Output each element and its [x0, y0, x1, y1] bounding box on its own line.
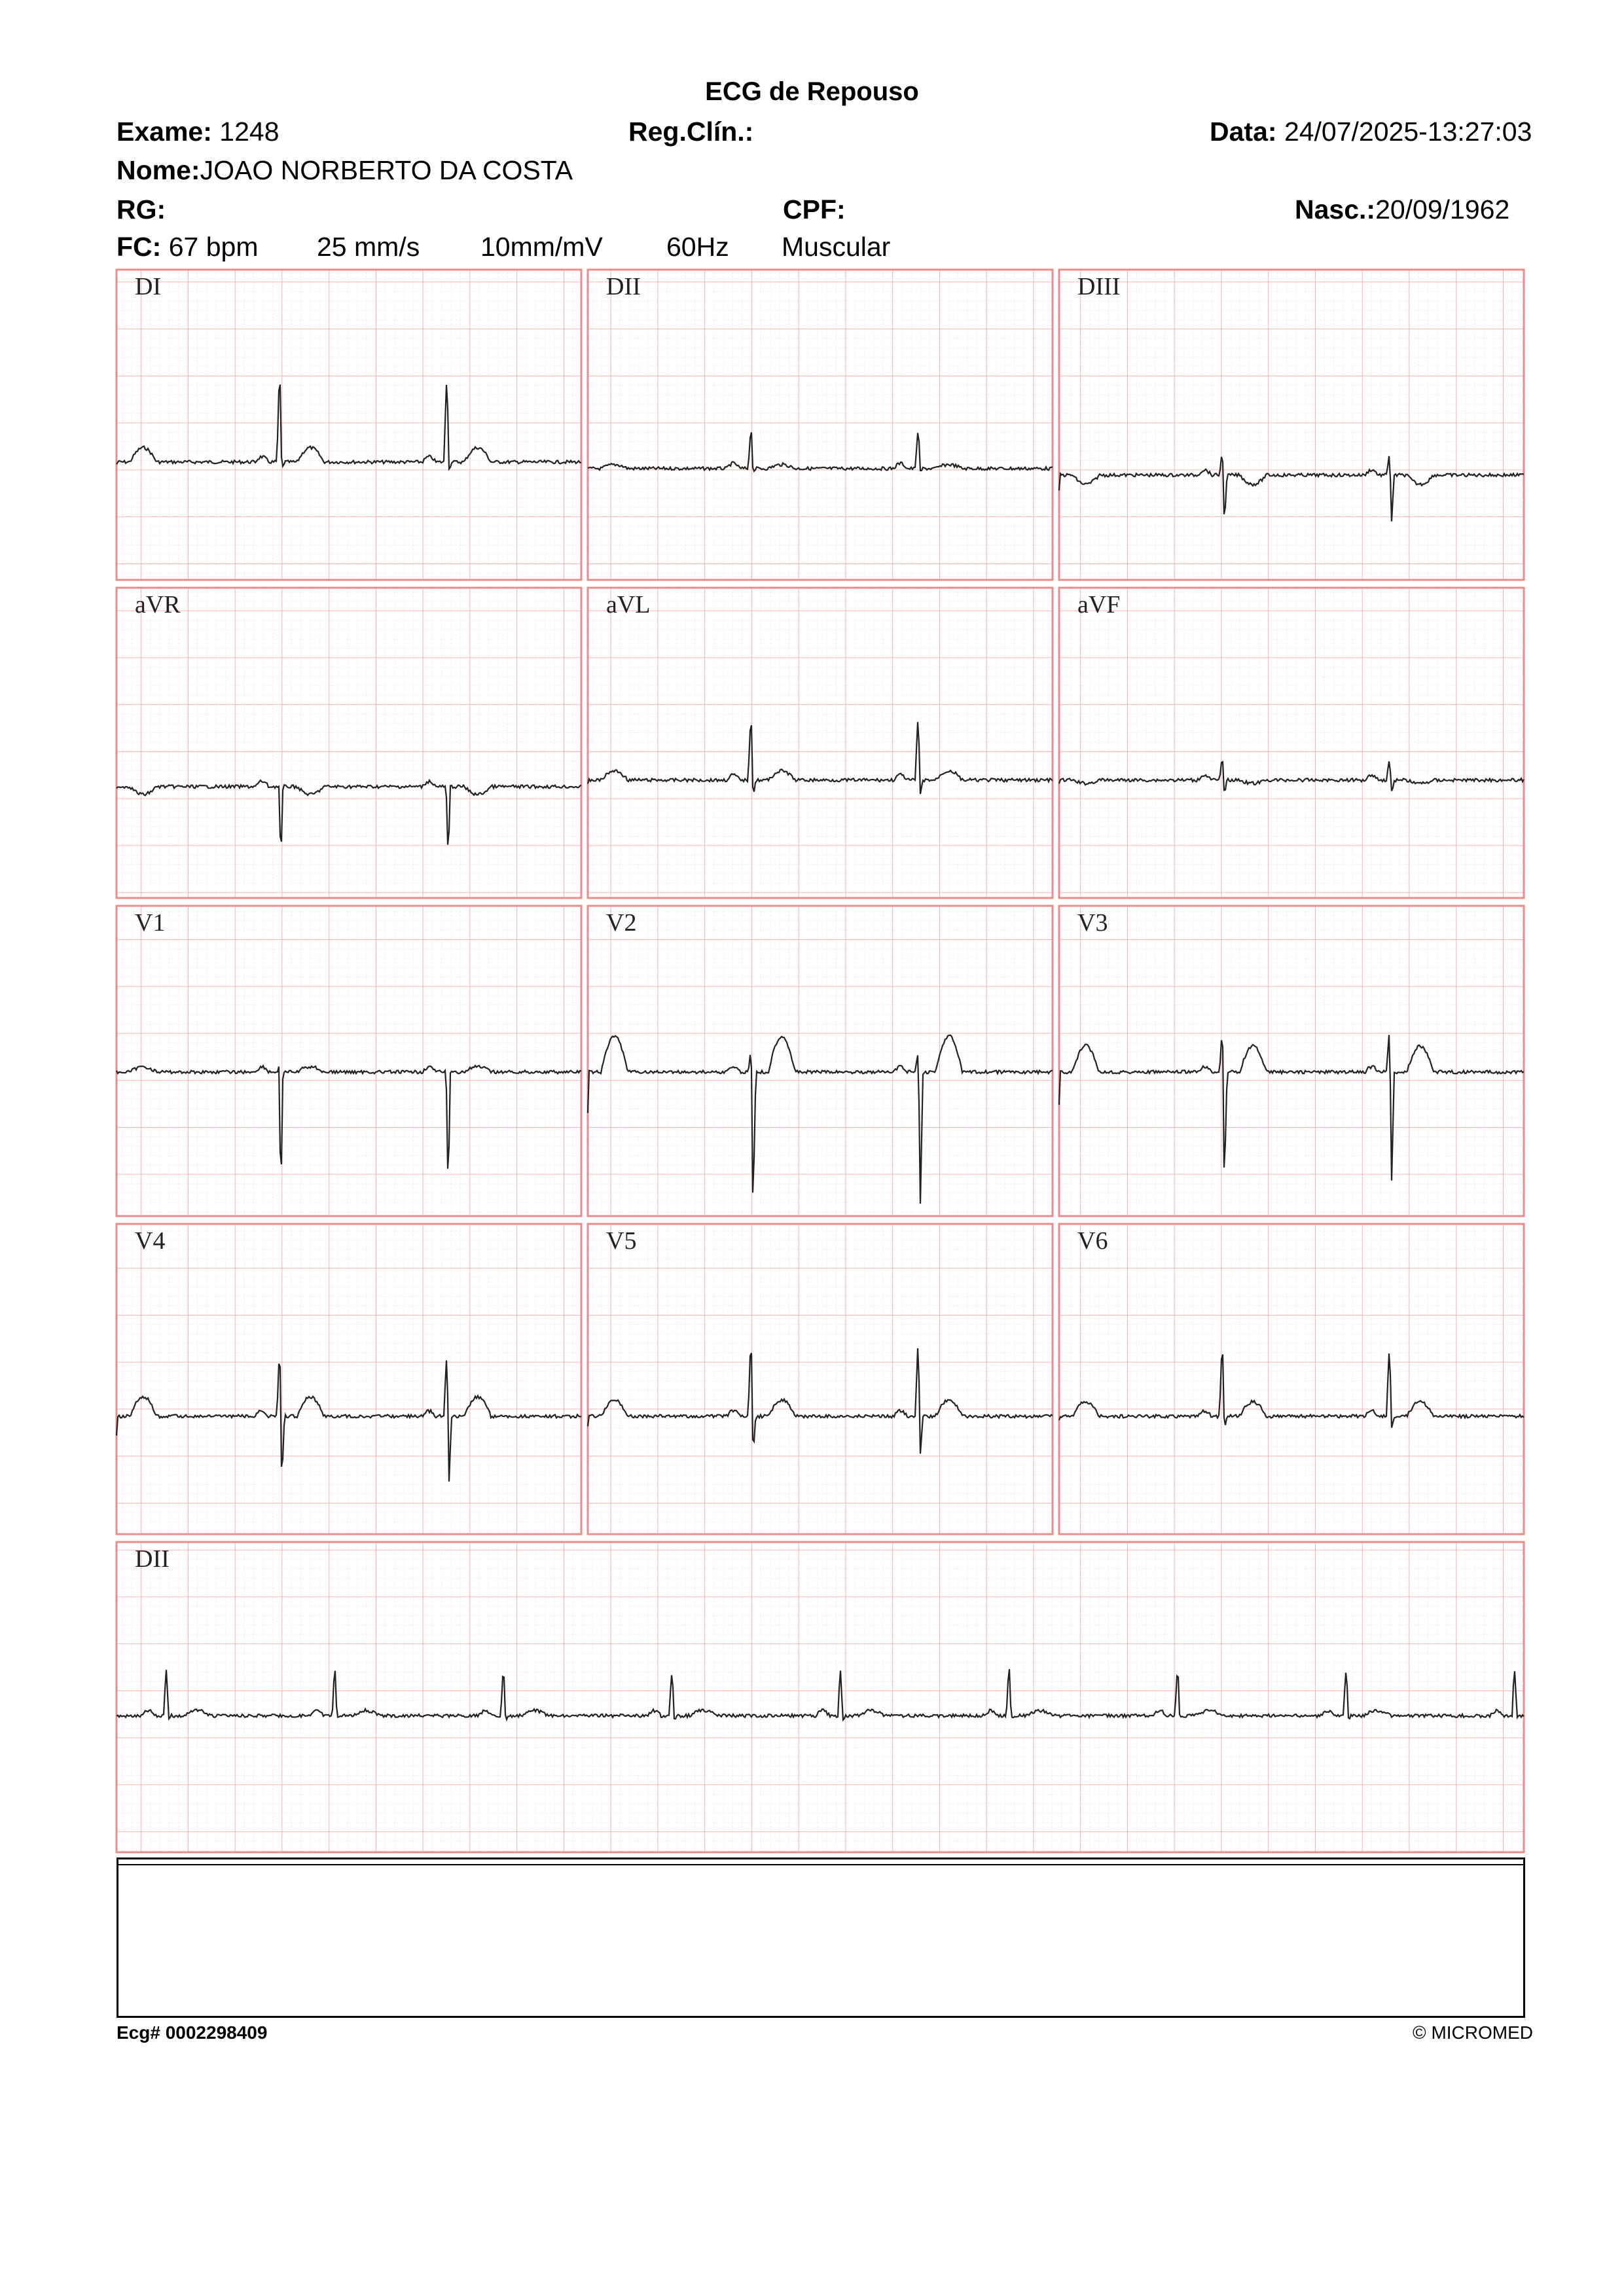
- gain-value: 10mm/mV: [480, 232, 603, 262]
- cpf-label: CPF:: [783, 194, 846, 224]
- ecg-number: Ecg# 0002298409: [117, 2022, 268, 2043]
- lead-label: V2: [606, 909, 637, 937]
- birth-label: Nasc.:: [1295, 194, 1376, 224]
- lead-panel-v2: [588, 906, 1053, 1216]
- ecg-grid: [588, 1224, 1053, 1534]
- birth-value: 20/09/1962: [1375, 194, 1510, 224]
- fc-value: 67 bpm: [168, 232, 259, 262]
- exam-value: 1248: [219, 117, 280, 147]
- ecg-grid: [1059, 906, 1524, 1216]
- rhythm-strip-dii: [117, 1542, 1524, 1852]
- ecg-grid: [1059, 1224, 1524, 1534]
- date-value: 24/07/2025-13:27:03: [1284, 117, 1532, 147]
- lead-panel-dii: [588, 270, 1053, 580]
- filter-hz-value: 60Hz: [666, 232, 729, 262]
- speed-value: 25 mm/s: [317, 232, 420, 262]
- comment-box[interactable]: [117, 1857, 1525, 2018]
- name-value: JOAO NORBERTO DA COSTA: [200, 155, 573, 185]
- lead-panel-v6: [1059, 1224, 1524, 1534]
- lead-label: DII: [135, 1545, 170, 1573]
- lead-label: aVL: [606, 591, 651, 619]
- lead-panel-avr: [117, 588, 581, 898]
- ecg-grid: [588, 270, 1053, 580]
- lead-panel-v3: [1059, 906, 1524, 1216]
- date-label: Data:: [1210, 117, 1277, 147]
- lead-panel-avl: [588, 588, 1053, 898]
- lead-label: V1: [135, 909, 166, 937]
- lead-label: V6: [1077, 1227, 1108, 1255]
- lead-panel-v4: [117, 1224, 581, 1534]
- lead-label: DIII: [1077, 273, 1121, 300]
- comment-box-top-rule: [117, 1864, 1525, 1865]
- lead-label: DI: [135, 273, 162, 300]
- ecg-grid: [117, 1542, 1524, 1852]
- rg-label: RG:: [117, 194, 166, 224]
- ecg-grid: [117, 588, 581, 898]
- lead-panel-diii: [1059, 270, 1524, 580]
- ecg-grid: [1059, 270, 1524, 580]
- lead-panel-v1: [117, 906, 581, 1216]
- fc-label: FC:: [117, 232, 162, 262]
- brand-footer: © MICROMED: [1413, 2022, 1533, 2043]
- lead-panel-avf: [1059, 588, 1524, 898]
- regclin-label: Reg.Clín.:: [628, 117, 754, 147]
- ecg-grid: [588, 906, 1053, 1216]
- lead-label: aVF: [1077, 591, 1121, 619]
- lead-label: aVR: [135, 591, 181, 619]
- ecg-grid: [117, 906, 581, 1216]
- lead-label: V3: [1077, 909, 1108, 937]
- ecg-grid: [588, 588, 1053, 898]
- lead-panel-di: [117, 270, 581, 580]
- filter-type-value: Muscular: [782, 232, 891, 262]
- exam-label: Exame:: [117, 117, 212, 147]
- name-label: Nome:: [117, 155, 200, 185]
- lead-label: V5: [606, 1227, 637, 1255]
- report-title: ECG de Repouso: [705, 77, 919, 106]
- ecg-grid: [1059, 588, 1524, 898]
- lead-label: DII: [606, 273, 641, 300]
- lead-label: V4: [135, 1227, 166, 1255]
- ecg-grid: [117, 270, 581, 580]
- lead-panel-v5: [588, 1224, 1053, 1534]
- ecg-grid: [117, 1224, 581, 1534]
